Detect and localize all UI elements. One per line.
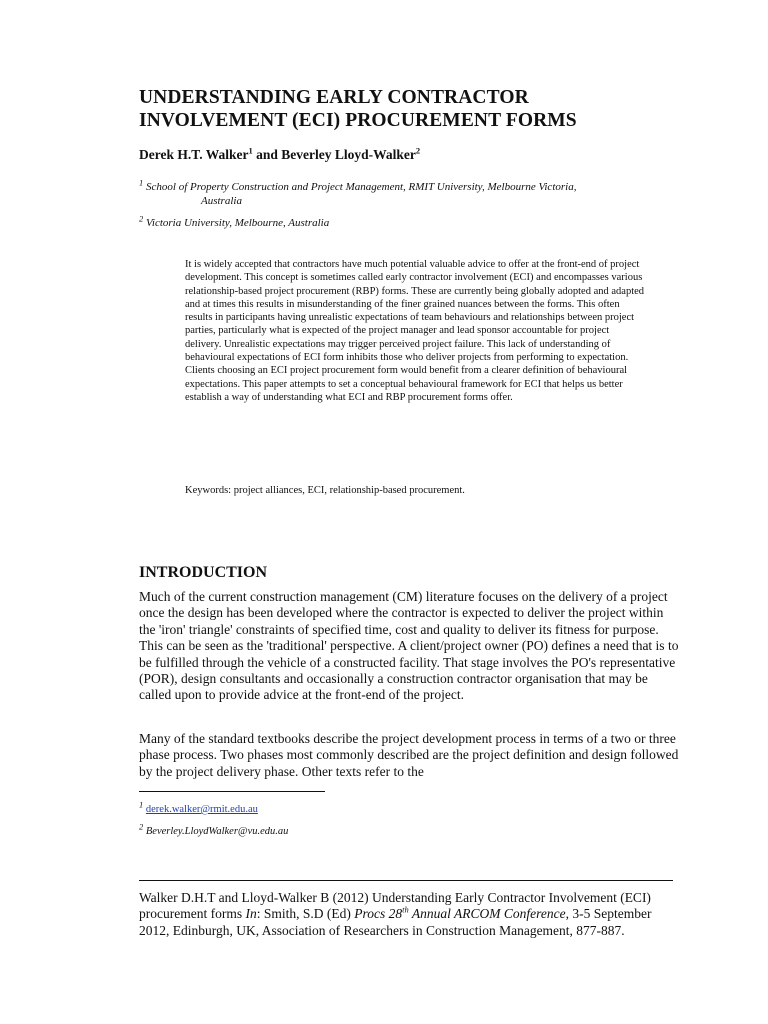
footnote-1-sup: 1	[139, 799, 144, 810]
footnote-2-email: Beverley.LloydWalker@vu.edu.au	[145, 826, 289, 837]
title-line-1: UNDERSTANDING EARLY CONTRACTOR	[139, 87, 529, 108]
citation	[139, 890, 679, 939]
keywords: Keywords: project alliances, ECI, relationship-based procurement.	[185, 485, 465, 496]
citation-annual: Annual ARCOM Conference	[408, 906, 566, 922]
author-1-sup: 1	[248, 145, 253, 156]
affiliation-1-sup: 1	[139, 177, 144, 188]
citation-divider	[139, 880, 673, 881]
citation-in: In	[245, 906, 257, 922]
affiliation-1	[139, 177, 577, 208]
footnote-divider	[139, 791, 325, 792]
abstract: It is widely accepted that contractors have much potential valuable advice to offer at the front-end of project development. This concept is sometimes called early contractor involvement (ECI) and encompasses various relationship-based project procurement (RBP) forms. These are currently being globally adopted and adapted and at times this results in misunderstanding of the finer grained nuances between the forms. This often results in participants having unrealistic expectations of team behaviours and relationships between project parties, particularly what is expected of the project manager and lead sponsor accountable for project delivery. Unrealistic expectations may trigger perceived project failure. This lack of understanding of behavioural expectations of ECI form inhibits those who deliver projects from performing to expectation. Clients choosing an ECI project procurement form would benefit from a clearer definition of behavioural expectations. This paper attempts to set a conceptual behavioural framework for ECI that helps us better establish a way of understanding what ECI and RBP procurement forms offer.	[185, 259, 645, 403]
intro-paragraph-1: Much of the current construction management (CM) literature focuses on the delivery of a project once the design has been developed where the contractor is expected to deliver the project within the 'iron' triangle' constraints of specified time, cost and quality to deliver its fitness for purpose. This can be seen as the 'traditional' perspective. A client/project owner (PO) defines a need that is to be fulfilled through the vehicle of a constructed facility. That stage involves the PO's representative (POR), design consultants and occasionally a construction contractor organisation that may be called upon to provide advice at the front-end of the project.	[139, 589, 679, 703]
author-1: Derek H.T. Walker	[139, 147, 249, 162]
affiliation-1-line-1: School of Property Construction and Project Management, RMIT University, Melbourne Victoria,	[146, 181, 577, 193]
citation-th: th	[402, 904, 409, 915]
paper-title	[139, 86, 699, 132]
affiliation-2	[139, 213, 330, 230]
citation-part-c: , 3-5 September 2012, Edinburgh, UK, Association of Researchers in Construction Management, 877-887.	[139, 906, 652, 938]
citation-part-a: Walker D.H.T and Lloyd-Walker B (2012) Understanding Early Contractor Involvement (ECI) procurement forms	[139, 890, 651, 922]
title-line-2: INVOLVEMENT (ECI) PROCUREMENT FORMS	[139, 110, 577, 131]
author-2-sup: 2	[415, 145, 421, 156]
footnote-1-email-link[interactable]: derek.walker@rmit.edu.au	[145, 804, 258, 815]
section-heading-introduction: INTRODUCTION	[139, 564, 268, 581]
affiliation-2-text: Victoria University, Melbourne, Australia	[146, 217, 330, 229]
footnote-2	[139, 821, 289, 837]
affiliation-1-line-2: Australia	[201, 195, 242, 207]
affiliation-2-sup: 2	[139, 213, 144, 224]
author-2: and Beverley Lloyd-Walker	[252, 147, 416, 162]
citation-procs: Procs 28	[354, 906, 403, 922]
author-line	[139, 147, 420, 163]
citation-part-b: : Smith, S.D (Ed)	[256, 906, 355, 922]
footnote-1	[139, 799, 258, 815]
intro-paragraph-2: Many of the standard textbooks describe the project development process in terms of a two or three phase process. Two phases most commonly described are the project definition and design followed by the project delivery phase. Other texts refer to the	[139, 731, 679, 779]
footnote-2-sup: 2	[139, 821, 144, 832]
